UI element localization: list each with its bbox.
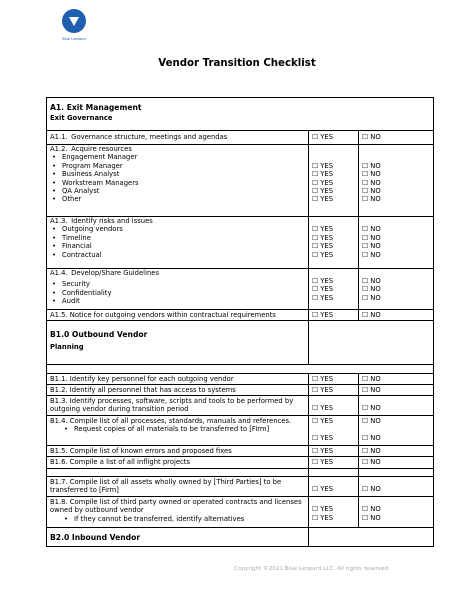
no-checkbox[interactable]: ☐ NO xyxy=(362,375,381,383)
no-checkbox[interactable]: ☐ NO xyxy=(362,386,381,394)
table-row: B1.8. Compile list of third party owned or operated contracts and licenses owned by outbound vendor • If they cannot be transferred, identify alternatives ☐ YES ☐ YES ☐ NO ☐ NO xyxy=(47,497,434,528)
no-checkbox[interactable]: ☐ NO xyxy=(362,505,381,514)
table-row: B1.6. Compile a list of all inflight projects ☐ YES ☐ NO xyxy=(47,457,434,469)
list-item: • Program Manager xyxy=(50,162,305,170)
no-checkbox[interactable]: ☐ NO xyxy=(362,447,381,455)
table-row: B1.2. Identify all personnel that has access to systems ☐ YES ☐ NO xyxy=(47,385,434,396)
table-row: A1.3. Identify risks and issues • Outgoing vendors • Timeline • Financial • Contractual ☐ YES ☐ YES ☐ YES ☐ YES ☐ NO ☐ NO ☐ NO ☐ NO xyxy=(47,217,434,269)
no-checkbox[interactable]: ☐ NO xyxy=(362,277,381,285)
yes-checkbox[interactable]: ☐ YES xyxy=(312,513,334,522)
table-row: A1.5. Notice for outgoing vendors within contractual requirements ☐ YES ☐ NO xyxy=(47,310,434,321)
no-checkbox[interactable]: ☐ NO xyxy=(362,133,381,141)
yes-checkbox[interactable]: ☐ YES xyxy=(312,233,334,242)
no-checkbox[interactable]: ☐ NO xyxy=(362,285,381,294)
no-checkbox[interactable]: ☐ NO xyxy=(362,485,381,494)
list-item: • Security xyxy=(50,280,305,288)
yes-checkbox[interactable]: ☐ YES xyxy=(312,285,334,294)
list-item: • QA Analyst xyxy=(50,187,305,195)
section-b1-header-row xyxy=(47,321,434,365)
list-item: • Engagement Manager xyxy=(50,153,305,161)
no-checkbox[interactable]: ☐ NO xyxy=(362,250,381,259)
list-item: • Other xyxy=(50,195,305,203)
yes-checkbox[interactable]: ☐ YES xyxy=(312,242,334,251)
page-title: Vendor Transition Checklist xyxy=(158,58,316,69)
yes-checkbox[interactable]: ☐ YES xyxy=(312,250,334,259)
yes-checkbox[interactable]: ☐ YES xyxy=(312,417,334,425)
no-checkbox[interactable]: ☐ NO xyxy=(362,513,381,522)
list-item: • Business Analyst xyxy=(50,170,305,178)
table-row: A1.4. Develop/Share Guidelines • Security • Confidentiality • Audit ☐ YES ☐ YES ☐ YES ☐ NO ☐ NO ☐ NO xyxy=(47,269,434,310)
yes-checkbox[interactable]: ☐ YES xyxy=(312,386,334,394)
yes-checkbox[interactable]: ☐ YES xyxy=(312,505,334,514)
table-row: B1.3. Identify processes, software, scripts and tools to be performed by outgoing vendor during transition period ☐ YES ☐ NO xyxy=(47,396,434,416)
yes-checkbox[interactable]: ☐ YES xyxy=(312,187,334,195)
section-a1-header: A1. Exit Management xyxy=(50,103,142,112)
copyright-footer: Copyright ©2021 Blue Leopard LLC. All rights reserved. xyxy=(234,566,390,572)
yes-checkbox[interactable]: ☐ YES xyxy=(312,195,334,204)
logo-text: Blue Leopard xyxy=(62,37,86,41)
yes-checkbox[interactable]: ☐ YES xyxy=(312,375,334,383)
yes-checkbox[interactable]: ☐ YES xyxy=(312,311,334,319)
no-checkbox[interactable]: ☐ NO xyxy=(362,293,381,302)
no-checkbox[interactable]: ☐ NO xyxy=(362,170,381,179)
table-row xyxy=(47,469,434,477)
yes-checkbox[interactable]: ☐ YES xyxy=(312,178,334,187)
leopard-logo-icon xyxy=(62,9,86,33)
company-logo xyxy=(54,9,94,53)
list-item: • Outgoing vendors xyxy=(50,225,305,233)
list-item: • Timeline xyxy=(50,234,305,242)
list-item: • Workstream Managers xyxy=(50,179,305,187)
table-row: B1.5. Compile list of known errors and proposed fixes ☐ YES ☐ NO xyxy=(47,446,434,457)
yes-checkbox[interactable]: ☐ YES xyxy=(312,277,334,285)
table-row: B1.7. Compile list of all assets wholly owned by [Third Parties] to be transferred to [Firm] ☐ YES ☐ NO xyxy=(47,477,434,497)
list-item: • Audit xyxy=(50,297,305,305)
no-checkbox[interactable]: ☐ NO xyxy=(362,225,381,234)
table-row: B1.1. Identify key personnel for each outgoing vendor ☐ YES ☐ NO xyxy=(47,374,434,385)
yes-checkbox[interactable]: ☐ YES xyxy=(312,170,334,179)
section-b2-header-row xyxy=(47,528,434,547)
yes-checkbox[interactable]: ☐ YES xyxy=(312,293,334,302)
yes-checkbox[interactable]: ☐ YES xyxy=(312,458,334,466)
list-item: • If they cannot be transferred, identify alternatives xyxy=(50,515,305,523)
yes-checkbox[interactable]: ☐ YES xyxy=(312,225,334,234)
no-checkbox[interactable]: ☐ NO xyxy=(362,178,381,187)
table-row: A1.2. Acquire resources • Engagement Manager • Program Manager • Business Analyst • Workstream Managers • QA Analyst • Other ☐ YES ☐ YES ☐ YES ☐ YES ☐ YES ☐ NO ☐ NO ☐ NO ☐ NO ☐ NO xyxy=(47,145,434,217)
checklist-table xyxy=(46,97,434,547)
list-item: • Financial xyxy=(50,242,305,250)
no-checkbox[interactable]: ☐ NO xyxy=(362,417,381,425)
yes-checkbox[interactable]: ☐ YES xyxy=(312,485,334,494)
list-item: • Confidentiality xyxy=(50,289,305,297)
no-checkbox[interactable]: ☐ NO xyxy=(362,433,381,442)
section-a1-header-row xyxy=(47,98,434,131)
no-checkbox[interactable]: ☐ NO xyxy=(362,242,381,251)
no-checkbox[interactable]: ☐ NO xyxy=(362,404,381,413)
section-b1-subheader: Planning xyxy=(50,343,84,352)
section-b1-header: B1.0 Outbound Vendor xyxy=(50,330,148,339)
table-row: A1.1. Governance structure, meetings and agendas ☐ YES ☐ NO xyxy=(47,131,434,145)
table-row: B1.4. Compile list of all processes, standards, manuals and references. • Request copies of all materials to be transferred to [Firm] ☐ YES ☐ YES ☐ NO ☐ NO xyxy=(47,416,434,446)
yes-checkbox[interactable]: ☐ YES xyxy=(312,161,334,170)
no-checkbox[interactable]: ☐ NO xyxy=(362,161,381,170)
yes-checkbox[interactable]: ☐ YES xyxy=(312,404,334,413)
no-checkbox[interactable]: ☐ NO xyxy=(362,311,381,319)
section-b2-header: B2.0 Inbound Vendor xyxy=(50,533,141,542)
no-checkbox[interactable]: ☐ NO xyxy=(362,233,381,242)
yes-checkbox[interactable]: ☐ YES xyxy=(312,433,334,442)
no-checkbox[interactable]: ☐ NO xyxy=(362,187,381,195)
section-a1-subheader: Exit Governance xyxy=(50,114,113,123)
table-row xyxy=(47,365,434,374)
list-item: • Contractual xyxy=(50,251,305,259)
list-item: • Request copies of all materials to be transferred to [Firm] xyxy=(50,425,305,433)
no-checkbox[interactable]: ☐ NO xyxy=(362,195,381,204)
no-checkbox[interactable]: ☐ NO xyxy=(362,458,381,466)
yes-checkbox[interactable]: ☐ YES xyxy=(312,133,334,141)
yes-checkbox[interactable]: ☐ YES xyxy=(312,447,334,455)
